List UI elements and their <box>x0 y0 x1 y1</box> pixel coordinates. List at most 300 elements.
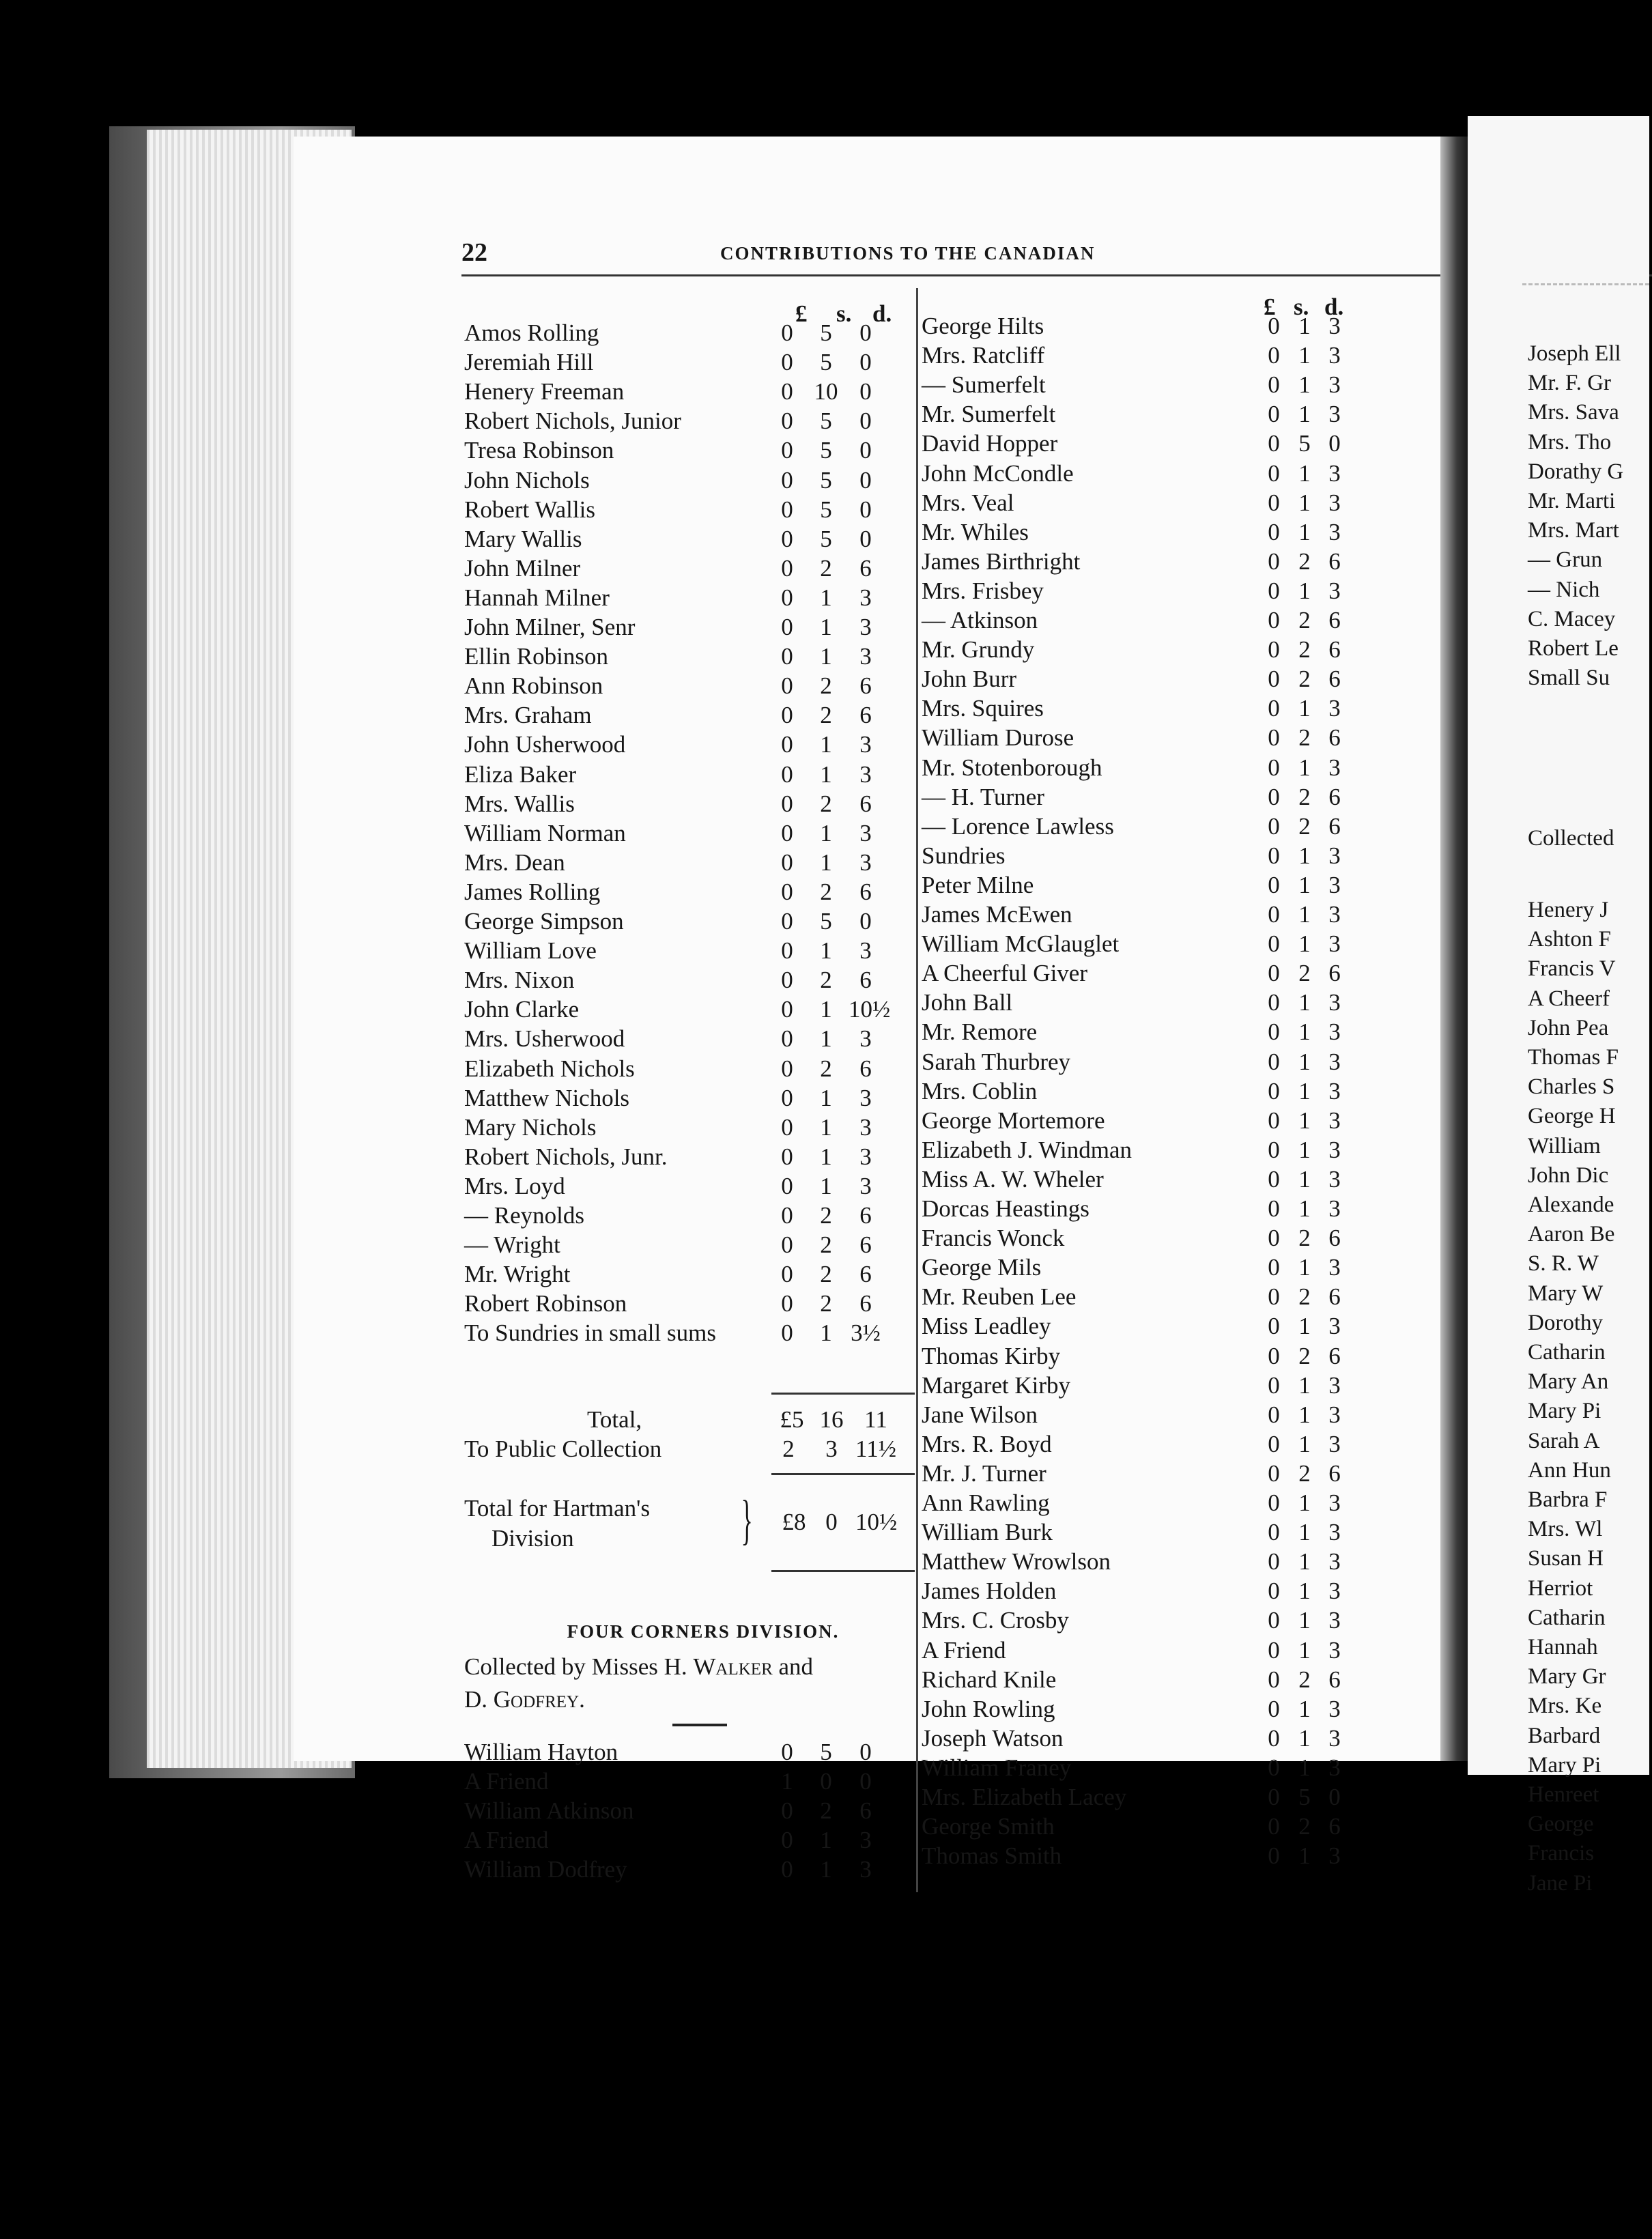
left-entry-pence: 0 <box>859 319 872 346</box>
left-entry-pounds: 0 <box>781 967 793 994</box>
right-shilling-header: s. <box>1294 294 1309 320</box>
left-entry-pounds: 0 <box>781 1202 793 1229</box>
left-entry-pounds: 0 <box>781 878 793 905</box>
facing-line: Mr. F. Gr <box>1528 371 1612 396</box>
left-entry-pounds: 0 <box>781 614 793 640</box>
division-label-line1: Total for Hartman's <box>464 1495 651 1522</box>
facing-line: Herriot <box>1528 1575 1593 1601</box>
collected-and: and <box>778 1653 814 1680</box>
left-entry-shillings: 2 <box>820 702 832 729</box>
left-entry-pounds: 0 <box>781 1025 793 1053</box>
left-entry-shillings: 1 <box>820 1143 832 1170</box>
right-entry-pence: 3 <box>1328 1636 1341 1664</box>
facing-line: Thomas F <box>1528 1045 1619 1070</box>
facing-line: Mr. Marti <box>1528 489 1616 513</box>
four-corners-entry-name: William Hayton <box>464 1739 618 1765</box>
left-entry-name: George Simpson <box>464 908 624 935</box>
left-entry-shillings: 1 <box>820 643 832 670</box>
facing-line: Mrs. Sava <box>1528 400 1619 425</box>
left-entry-shillings: 2 <box>820 1231 832 1259</box>
four-corners-entry-row <box>464 1739 1079 1767</box>
pound-header: £ <box>795 300 808 327</box>
right-entry-pence: 6 <box>1328 636 1341 664</box>
right-entry-pounds: 0 <box>1268 754 1280 781</box>
facing-line: Mary Pi <box>1528 1399 1601 1424</box>
right-entry-shillings: 1 <box>1298 1401 1311 1428</box>
facing-line: Francis <box>1528 1841 1595 1866</box>
right-entry-pounds: 0 <box>1268 1077 1280 1104</box>
facing-line: Sarah A <box>1528 1428 1600 1453</box>
right-entry-name: Jane Wilson <box>922 1401 1038 1428</box>
right-entry-shillings: 1 <box>1298 1254 1311 1281</box>
right-entry-shillings: 2 <box>1298 1666 1311 1693</box>
right-entry-pounds: 0 <box>1268 459 1280 487</box>
left-entry-name: John Clarke <box>464 996 580 1023</box>
left-entry-pence: 3½ <box>851 1320 881 1347</box>
four-corners-entry-row <box>464 1797 1079 1826</box>
left-entry-name: Elizabeth Nichols <box>464 1055 635 1082</box>
left-entry-shillings: 5 <box>820 437 832 464</box>
left-entry-pounds: 0 <box>781 643 793 670</box>
right-entry-pounds: 0 <box>1268 842 1280 869</box>
left-entry-pounds: 0 <box>781 1055 793 1082</box>
right-entry-name: A Cheerful Giver <box>922 960 1087 987</box>
four-corners-entry-shillings: 1 <box>820 1856 832 1883</box>
four-corners-entry-row <box>464 1856 1079 1885</box>
right-entry-shillings: 1 <box>1298 1489 1311 1516</box>
right-entry-shillings: 1 <box>1298 401 1311 428</box>
left-entry-shillings: 1 <box>820 614 832 640</box>
left-entry-pence: 3 <box>859 760 872 788</box>
left-entry-pounds: 0 <box>781 1320 793 1347</box>
right-entry-pounds: 0 <box>1268 1195 1280 1222</box>
right-entry-pence: 3 <box>1328 1724 1341 1752</box>
left-entry-name: Mrs. Dean <box>464 848 565 876</box>
right-entry-pounds: 0 <box>1268 342 1280 369</box>
left-entry-shillings: 5 <box>820 466 832 494</box>
right-entry-pence: 3 <box>1328 1401 1341 1428</box>
division-shillings: 0 <box>825 1509 838 1535</box>
right-entry-pence: 3 <box>1328 1018 1341 1046</box>
facing-line: — Nich <box>1528 577 1600 602</box>
left-entry-pence: 3 <box>859 1084 872 1111</box>
right-entry-pounds: 0 <box>1268 1724 1280 1752</box>
facing-line: Small Su <box>1528 666 1610 691</box>
left-entry-shillings: 2 <box>820 554 832 582</box>
left-entry-shillings: 1 <box>820 1113 832 1141</box>
facing-line: Robert Le <box>1528 636 1619 661</box>
left-entry-pounds: 0 <box>781 908 793 935</box>
right-entry-name: Sarah Thurbrey <box>922 1048 1071 1075</box>
right-entry-shillings: 1 <box>1298 901 1311 928</box>
right-entry-pounds: 0 <box>1268 666 1280 693</box>
right-entry-shillings: 5 <box>1298 430 1311 457</box>
right-entry-pence: 6 <box>1328 783 1341 810</box>
left-entry-name: Amos Rolling <box>464 319 599 346</box>
facing-line: Francis V <box>1528 956 1616 982</box>
right-entry-pounds: 0 <box>1268 1636 1280 1664</box>
right-entry-name: Thomas Smith <box>922 1842 1062 1870</box>
right-entry-pence: 3 <box>1328 1430 1341 1457</box>
left-entry-name: Mary Wallis <box>464 525 582 552</box>
four-corners-entry-pounds: 0 <box>781 1739 793 1765</box>
right-entry-pence: 6 <box>1328 1813 1341 1840</box>
right-entry-shillings: 1 <box>1298 1519 1311 1546</box>
left-entry-shillings: 1 <box>820 1084 832 1111</box>
right-entry-shillings: 1 <box>1298 871 1311 898</box>
collected-by <box>464 1651 813 1716</box>
right-entry-pence: 6 <box>1328 666 1341 693</box>
right-pence-header: d. <box>1324 294 1344 320</box>
total-rule <box>771 1393 915 1395</box>
right-entry-pence: 3 <box>1328 342 1341 369</box>
left-entry-shillings: 1 <box>820 584 832 611</box>
right-entry-name: Mr. Reuben Lee <box>922 1283 1077 1311</box>
left-entry-name: Mr. Wright <box>464 1261 571 1288</box>
left-entry-pence: 6 <box>859 1055 872 1082</box>
facing-line: — Grun <box>1528 547 1603 573</box>
facing-line: Henreet <box>1528 1782 1599 1807</box>
right-entry-shillings: 1 <box>1298 1018 1311 1046</box>
right-entry-shillings: 2 <box>1298 547 1311 575</box>
right-entry-pence: 6 <box>1328 1459 1341 1487</box>
right-entry-pounds: 0 <box>1268 930 1280 958</box>
right-entry-pounds: 0 <box>1268 1695 1280 1722</box>
left-entry-pounds: 0 <box>781 760 793 788</box>
left-entry-shillings: 5 <box>820 319 832 346</box>
left-entry-name: William Norman <box>464 819 626 846</box>
left-entry-pounds: 0 <box>781 848 793 876</box>
right-entry-name: Mr. Remore <box>922 1018 1038 1046</box>
right-entry-name: George Mortemore <box>922 1107 1105 1134</box>
collector-2: D. Godfrey. <box>464 1686 585 1713</box>
facing-line: A Cheerf <box>1528 986 1610 1011</box>
facing-line: Ashton F <box>1528 927 1611 952</box>
right-entry-shillings: 1 <box>1298 1607 1311 1634</box>
brace: } <box>741 1490 753 1550</box>
right-entry-pence: 3 <box>1328 313 1341 339</box>
left-entry-name: Mrs. Usherwood <box>464 1025 625 1053</box>
right-entry-pence: 3 <box>1328 1077 1341 1104</box>
left-entry-pence: 3 <box>859 584 872 611</box>
left-entry-name: Matthew Nichols <box>464 1084 630 1111</box>
left-entry-pence: 3 <box>859 937 872 965</box>
right-entry-pence: 3 <box>1328 1165 1341 1193</box>
left-entry-pounds: 0 <box>781 1290 793 1317</box>
right-entry-shillings: 1 <box>1298 342 1311 369</box>
right-entry-shillings: 2 <box>1298 1283 1311 1311</box>
right-entry-pounds: 0 <box>1268 1459 1280 1487</box>
left-entry-pounds: 0 <box>781 1261 793 1288</box>
left-entry-pounds: 0 <box>781 1231 793 1259</box>
right-entry-pounds: 0 <box>1268 1430 1280 1457</box>
left-entry-pence: 10½ <box>849 996 891 1023</box>
left-entry-name: Eliza Baker <box>464 760 577 788</box>
left-entry-pence: 0 <box>859 378 872 405</box>
right-entry-shillings: 1 <box>1298 1077 1311 1104</box>
right-entry-pence: 3 <box>1328 1254 1341 1281</box>
facing-line: William <box>1528 1133 1601 1158</box>
right-entry-shillings: 1 <box>1298 1136 1311 1163</box>
right-entry-name: Mrs. Veal <box>922 489 1014 516</box>
right-entry-pounds: 0 <box>1268 1107 1280 1134</box>
collected-prefix: Collected by Misses H. <box>464 1653 687 1680</box>
right-entry-pence: 0 <box>1328 430 1341 457</box>
facing-line: Mrs. Tho <box>1528 429 1612 455</box>
right-entry-pounds: 0 <box>1268 1254 1280 1281</box>
right-entry-name: Mr. Sumerfelt <box>922 401 1056 428</box>
left-entry-name: Jeremiah Hill <box>464 349 594 376</box>
right-entry-pounds: 0 <box>1268 1136 1280 1163</box>
division-rule <box>771 1473 915 1475</box>
left-entry-name: Robert Robinson <box>464 1290 627 1317</box>
left-entry-pence: 3 <box>859 1025 872 1053</box>
right-entry-name: Elizabeth J. Windman <box>922 1136 1133 1163</box>
four-corners-entry-shillings: 0 <box>820 1768 832 1795</box>
right-entry-name: — Sumerfelt <box>922 371 1046 399</box>
book-gutter <box>1440 137 1468 1761</box>
right-entry-pence: 6 <box>1328 812 1341 840</box>
right-entry-name: Mr. J. Turner <box>922 1459 1046 1487</box>
left-entry-pence: 6 <box>859 1261 872 1288</box>
left-entry-shillings: 1 <box>820 1320 832 1347</box>
right-entry-name: George Hilts <box>922 313 1044 339</box>
facing-line: Ann Hun <box>1528 1457 1611 1483</box>
left-entry-shillings: 1 <box>820 848 832 876</box>
left-entry-pounds: 0 <box>781 937 793 965</box>
left-entry-name: John Milner, Senr <box>464 614 636 640</box>
right-entry-name: — H. Turner <box>922 783 1044 810</box>
right-entry-name: — Lorence Lawless <box>922 812 1114 840</box>
left-entry-name: Mrs. Wallis <box>464 790 575 817</box>
right-entry-name: Mrs. Squires <box>922 695 1044 722</box>
left-entry-name: — Reynolds <box>464 1202 584 1229</box>
total-pence: 11 <box>864 1406 887 1433</box>
division-pence: 10½ <box>855 1509 898 1535</box>
total-row <box>464 1406 1079 1435</box>
left-entry-pounds: 0 <box>781 496 793 523</box>
section-title: FOUR CORNERS DIVISION. <box>567 1621 840 1642</box>
right-entry-name: Mr. Grundy <box>922 636 1035 664</box>
right-entry-shillings: 5 <box>1298 1784 1311 1810</box>
right-entry-pounds: 0 <box>1268 371 1280 399</box>
left-entry-pence: 3 <box>859 848 872 876</box>
pence-header: d. <box>872 300 892 327</box>
right-entry-pence: 3 <box>1328 989 1341 1016</box>
right-entry-pence: 3 <box>1328 577 1341 604</box>
facing-line: Aaron Be <box>1528 1222 1615 1247</box>
left-entry-shillings: 2 <box>820 1261 832 1288</box>
right-entry-pounds: 0 <box>1268 518 1280 545</box>
right-entry-shillings: 2 <box>1298 636 1311 664</box>
total-shillings: 16 <box>819 1406 844 1433</box>
right-entry-pounds: 0 <box>1268 1813 1280 1840</box>
facing-line: John Pea <box>1528 1015 1609 1040</box>
left-entry-shillings: 5 <box>820 349 832 376</box>
four-corners-entry-row <box>464 1827 1079 1855</box>
right-entry-name: Miss Leadley <box>922 1313 1051 1340</box>
right-entry-name: Mrs. Coblin <box>922 1077 1038 1104</box>
four-corners-entry-name: William Atkinson <box>464 1797 634 1824</box>
left-entry-pence: 3 <box>859 1172 872 1199</box>
right-entry-shillings: 2 <box>1298 783 1311 810</box>
left-entry-pence: 3 <box>859 614 872 640</box>
right-entry-pence: 3 <box>1328 754 1341 781</box>
right-entry-shillings: 2 <box>1298 960 1311 987</box>
right-entry-pence: 3 <box>1328 1489 1341 1516</box>
right-entry-shillings: 2 <box>1298 607 1311 633</box>
right-entry-shillings: 1 <box>1298 459 1311 487</box>
right-entry-shillings: 2 <box>1298 724 1311 752</box>
right-entry-pence: 3 <box>1328 901 1341 928</box>
right-entry-pounds: 0 <box>1268 1313 1280 1340</box>
left-entry-shillings: 5 <box>820 525 832 552</box>
right-entry-name: Joseph Watson <box>922 1724 1064 1752</box>
left-entry-pence: 3 <box>859 1113 872 1141</box>
left-entry-pence: 6 <box>859 1202 872 1229</box>
left-entry-name: Robert Nichols, Junr. <box>464 1143 668 1170</box>
left-entry-name: John Usherwood <box>464 731 626 758</box>
right-entry-pence: 3 <box>1328 1136 1341 1163</box>
left-entry-name: — Wright <box>464 1231 560 1259</box>
right-entry-name: John Ball <box>922 989 1013 1016</box>
left-entry-pounds: 0 <box>781 319 793 346</box>
facing-line: Mary Pi <box>1528 1752 1601 1778</box>
right-entry-pounds: 0 <box>1268 1548 1280 1575</box>
right-pound-header: £ <box>1264 294 1276 320</box>
facing-line: Dorothy <box>1528 1310 1603 1335</box>
public-collection-row <box>464 1436 1079 1464</box>
left-entry-name: Robert Wallis <box>464 496 595 523</box>
right-entry-pounds: 0 <box>1268 1519 1280 1546</box>
right-entry-name: William Burk <box>922 1519 1053 1546</box>
left-entry-shillings: 2 <box>820 878 832 905</box>
right-entry-name: Mrs. Ratcliff <box>922 342 1045 369</box>
right-entry-pounds: 0 <box>1268 783 1280 810</box>
left-entry-shillings: 1 <box>820 937 832 965</box>
right-entry-pence: 3 <box>1328 871 1341 898</box>
public-collection-label: To Public Collection <box>464 1436 662 1462</box>
facing-line: Joseph Ell <box>1528 341 1621 366</box>
right-entry-pounds: 0 <box>1268 812 1280 840</box>
four-corners-entry-shillings: 1 <box>820 1827 832 1853</box>
facing-line: Alexande <box>1528 1193 1614 1217</box>
public-pounds: 2 <box>782 1436 795 1462</box>
right-entry-name: Mrs. R. Boyd <box>922 1430 1052 1457</box>
left-entry-pence: 3 <box>859 819 872 846</box>
right-entry-shillings: 1 <box>1298 518 1311 545</box>
right-entry-pence: 3 <box>1328 1313 1341 1340</box>
right-entry-name: Sundries <box>922 842 1006 869</box>
left-entry-pence: 0 <box>859 466 872 494</box>
division-label-line2: Division <box>492 1525 574 1552</box>
right-entry-shillings: 1 <box>1298 371 1311 399</box>
left-entry-pence: 0 <box>859 437 872 464</box>
left-entry-shillings: 2 <box>820 1055 832 1082</box>
right-entry-pounds: 0 <box>1268 1018 1280 1046</box>
right-entry-shillings: 1 <box>1298 1430 1311 1457</box>
left-entry-pence: 6 <box>859 790 872 817</box>
left-entry-pence: 6 <box>859 672 872 700</box>
right-entry-pence: 6 <box>1328 1666 1341 1693</box>
facing-collected: Collected <box>1528 826 1614 851</box>
right-entry-pence: 3 <box>1328 1842 1341 1870</box>
right-entry-pence: 6 <box>1328 607 1341 633</box>
left-entry-pence: 6 <box>859 878 872 905</box>
right-entry-name: James Birthright <box>922 547 1081 575</box>
left-entry-shillings: 5 <box>820 408 832 435</box>
right-entry-name: Miss A. W. Wheler <box>922 1165 1104 1193</box>
four-corners-entry-pence: 3 <box>859 1827 872 1853</box>
left-entry-pounds: 0 <box>781 996 793 1023</box>
right-entry-shillings: 1 <box>1298 1313 1311 1340</box>
right-entry-name: James Holden <box>922 1578 1057 1605</box>
left-entry-pounds: 0 <box>781 349 793 376</box>
right-entry-shillings: 1 <box>1298 1548 1311 1575</box>
right-entry-name: George Mils <box>922 1254 1042 1281</box>
right-entry-pounds: 0 <box>1268 401 1280 428</box>
left-entry-pounds: 0 <box>781 1113 793 1141</box>
left-entry-shillings: 2 <box>820 1290 832 1317</box>
right-entry-name: Mr. Stotenborough <box>922 754 1102 781</box>
left-entry-pounds: 0 <box>781 378 793 405</box>
right-entry-name: David Hopper <box>922 430 1058 457</box>
left-entry-name: Tresa Robinson <box>464 437 614 464</box>
public-shillings: 3 <box>825 1436 838 1462</box>
facing-line: Mary Gr <box>1528 1664 1606 1689</box>
right-entry-pounds: 0 <box>1268 607 1280 633</box>
right-entry-pounds: 0 <box>1268 1607 1280 1634</box>
right-entry-name: Thomas Kirby <box>922 1342 1061 1369</box>
right-entry-shillings: 1 <box>1298 1695 1311 1722</box>
right-entry-pence: 6 <box>1328 547 1341 575</box>
four-corners-entry-shillings: 2 <box>820 1797 832 1824</box>
facing-page <box>1468 116 1649 1896</box>
right-entry-pounds: 0 <box>1268 1225 1280 1252</box>
left-entry-pounds: 0 <box>781 1084 793 1111</box>
right-entry-name: A Friend <box>922 1636 1006 1664</box>
facing-line: Mrs. Mart <box>1528 518 1619 543</box>
total-label: Total, <box>587 1406 642 1433</box>
division-end-rule <box>771 1570 915 1572</box>
left-entry-pounds: 0 <box>781 819 793 846</box>
four-corners-entry-pounds: 0 <box>781 1856 793 1883</box>
right-entry-pence: 6 <box>1328 960 1341 987</box>
right-entry-shillings: 2 <box>1298 1459 1311 1487</box>
right-entry-pence: 3 <box>1328 1548 1341 1575</box>
right-entry-name: — Atkinson <box>922 607 1038 633</box>
right-entry-name: Ann Rawling <box>922 1489 1050 1516</box>
four-corners-entry-shillings: 5 <box>820 1739 832 1765</box>
left-entry-shillings: 1 <box>820 1172 832 1199</box>
facing-line: Henery J <box>1528 898 1609 922</box>
left-entry-name: John Nichols <box>464 466 590 494</box>
division-pounds: £8 <box>782 1509 806 1535</box>
right-entry-pounds: 0 <box>1268 547 1280 575</box>
facing-line: C. Macey <box>1528 606 1616 631</box>
right-entry-pence: 3 <box>1328 1048 1341 1075</box>
right-entry-pounds: 0 <box>1268 724 1280 752</box>
left-entry-pence: 0 <box>859 349 872 376</box>
collector-1: Walker <box>693 1653 773 1680</box>
facing-line: Barbard <box>1528 1723 1601 1748</box>
right-entry-name: Peter Milne <box>922 871 1034 898</box>
right-entry-shillings: 2 <box>1298 666 1311 693</box>
right-entry-shillings: 2 <box>1298 1813 1311 1840</box>
right-entry-name: Francis Wonck <box>922 1225 1065 1252</box>
right-entry-pounds: 0 <box>1268 489 1280 516</box>
right-entry-name: William Durose <box>922 724 1074 752</box>
